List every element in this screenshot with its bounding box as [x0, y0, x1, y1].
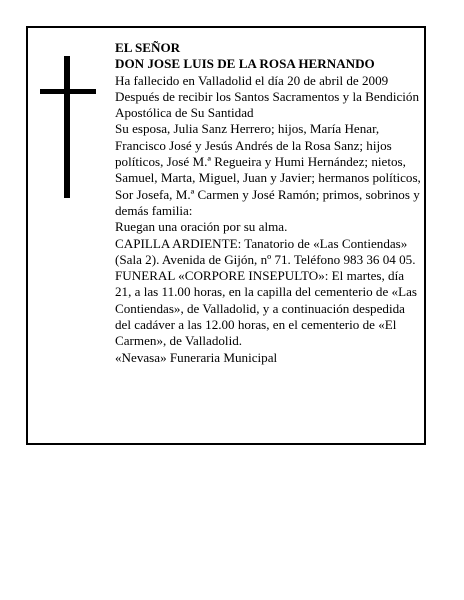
cross-vertical-bar [64, 56, 70, 198]
family-list: Su esposa, Julia Sanz Herrero; hijos, María Henar, Francisco José y Jesús Andrés de la Rosa Sanz; hijos políticos, José M.ª Regueira y Humi Hernández; nietos, Samuel, Marta, Miguel, Juan y Javier; hermanos políticos, Sor Josefa, M.ª Carmen y José Ramón; primos, sobrinos y demás familia: [115, 121, 421, 218]
deceased-name: DON JOSE LUIS DE LA ROSA HERNANDO [115, 56, 375, 72]
death-statement: Ha fallecido en Valladolid el día 20 de abril de 2009 [115, 72, 389, 88]
chapel-details: CAPILLA ARDIENTE: Tanatorio de «Las Contiendas» (Sala 2). Avenida de Gijón, nº 71. Teléfono 983 36 04 05. [115, 235, 416, 267]
cross-horizontal-bar [40, 89, 96, 94]
sacraments-statement: Después de recibir los Santos Sacramentos y la Bendición Apostólica de Su Santidad [115, 88, 419, 121]
funeral-details: FUNERAL «CORPORE INSEPULTO»: El martes, día 21, a las 11.00 horas, en la capilla del cementerio de «Las Contiendas», de Valladolid, y a continuación despedida del cadáver a las 12.00 horas, en el cementerio de «El Carmen», de Valladolid. [115, 268, 418, 349]
obituary-text [115, 40, 423, 366]
prayer-request: Ruegan una oración por su alma. [115, 219, 288, 235]
cross-icon [40, 56, 96, 198]
funeral-home: «Nevasa» Funeraria Municipal [115, 349, 278, 365]
obituary-title: EL SEÑOR [115, 40, 181, 55]
obituary-frame [26, 26, 426, 445]
